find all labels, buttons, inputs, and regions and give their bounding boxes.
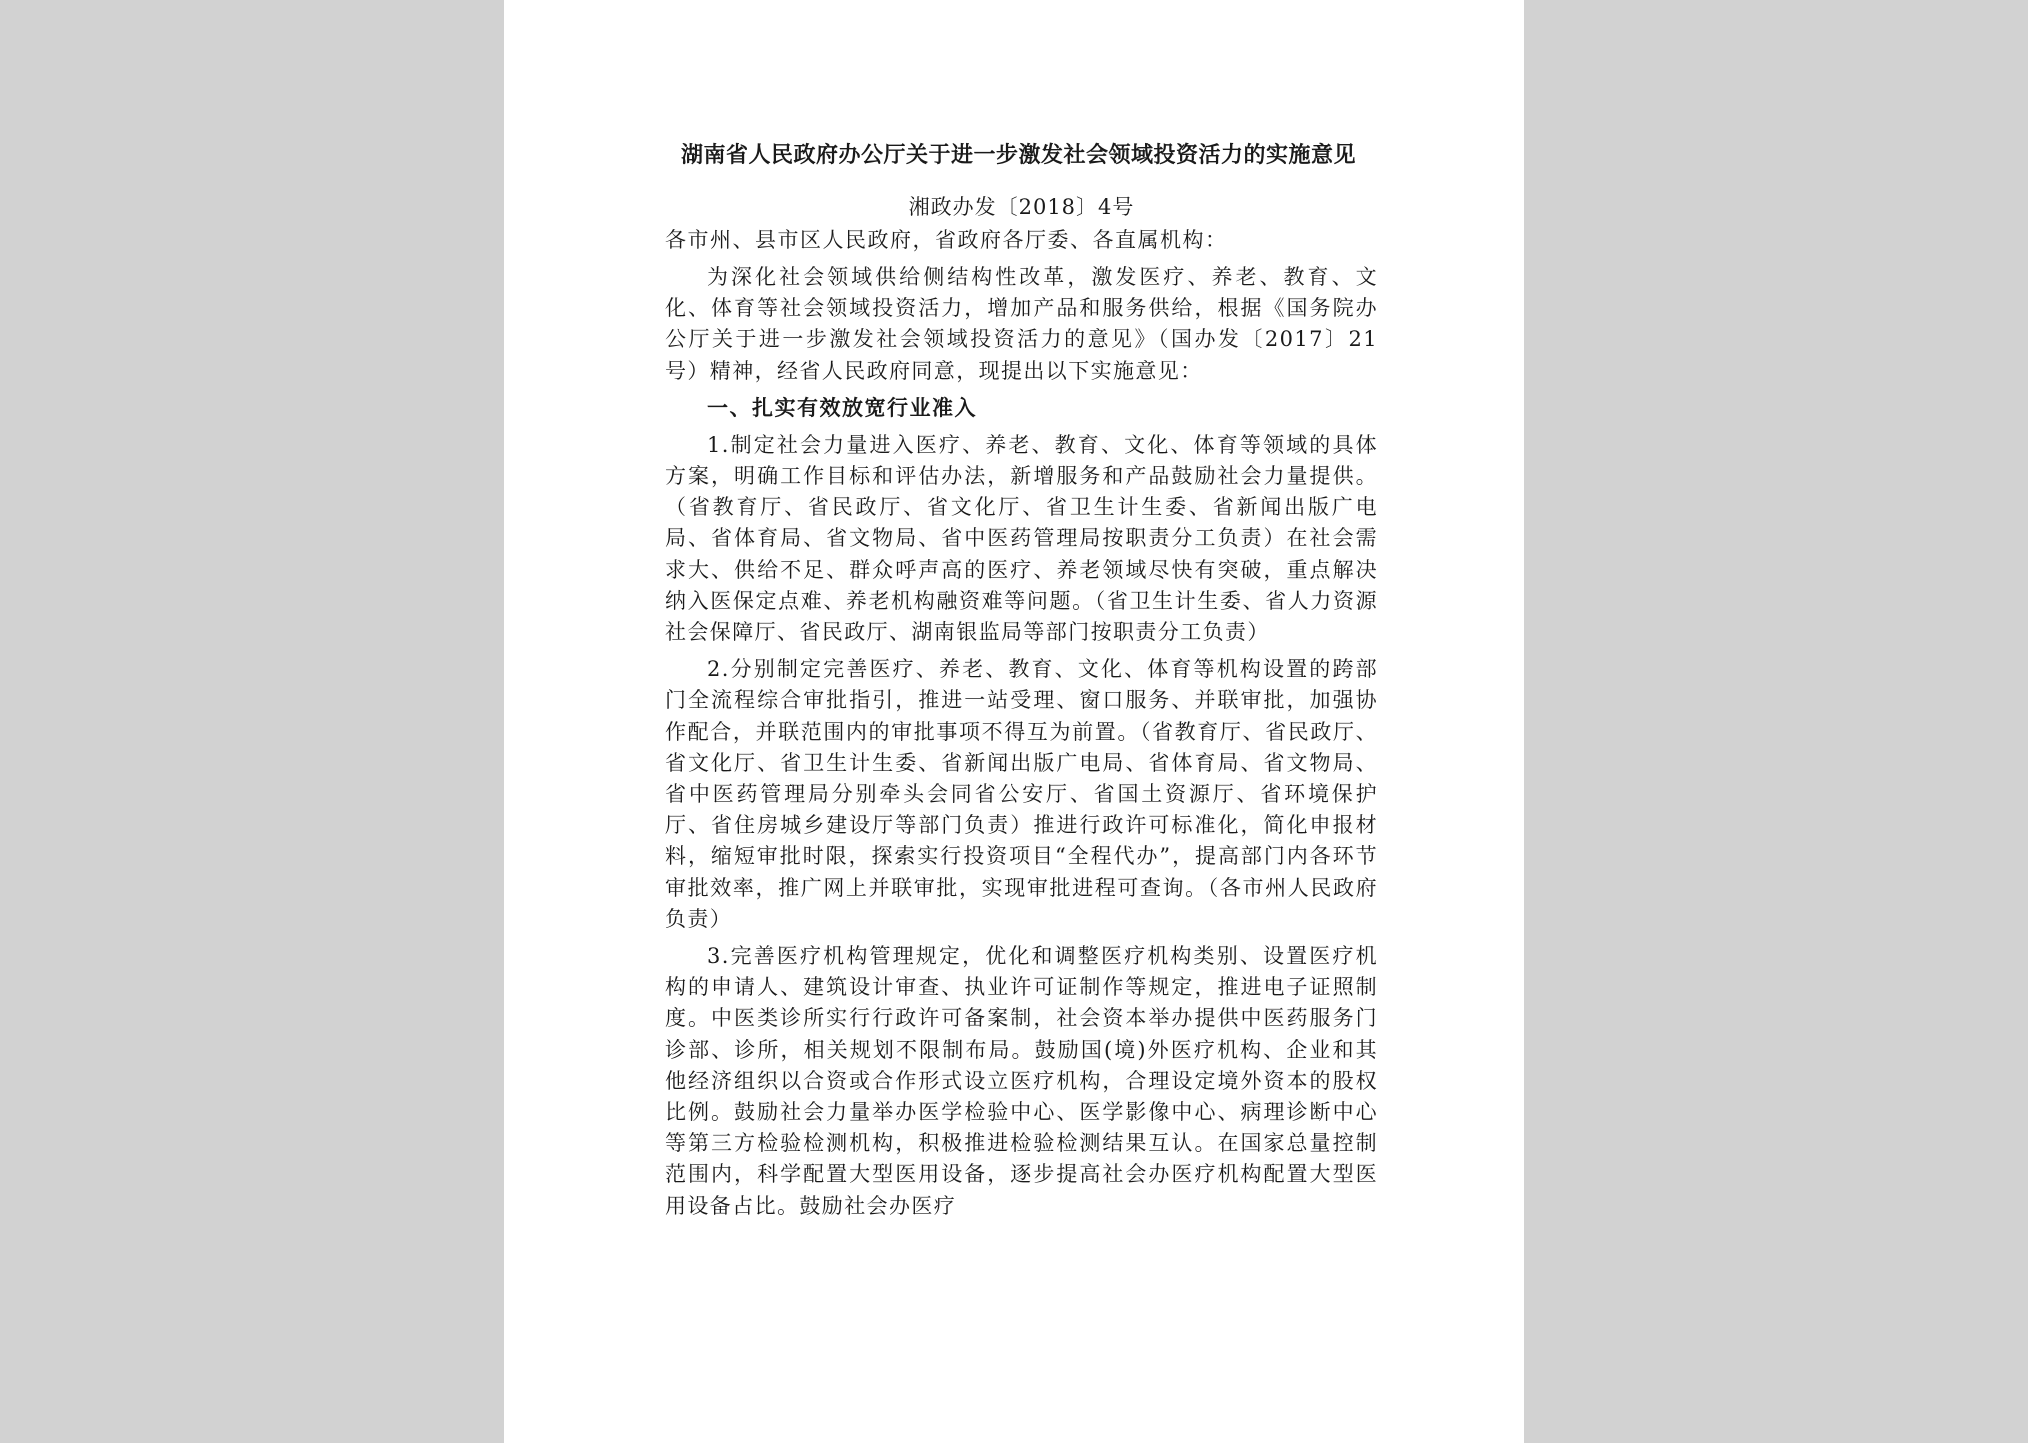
intro-paragraph: 为深化社会领域供给侧结构性改革，激发医疗、养老、教育、文化、体育等社会领域投资活力，增加产品和服务供给，根据《国务院办公厅关于进一步激发社会领域投资活力的意见》（国办发〔2017〕21号）精神，经省人民政府同意，现提出以下实施意见： bbox=[665, 265, 1378, 383]
section-heading-1: 一、扎实有效放宽行业准入 bbox=[707, 395, 977, 420]
salutation: 各市州、县市区人民政府，省政府各厅委、各直属机构： bbox=[665, 228, 1228, 252]
document-page bbox=[504, 0, 1524, 1443]
document-number: 湘政办发〔2018〕4号 bbox=[908, 195, 1135, 219]
item-paragraph-1: 1.制定社会力量进入医疗、养老、教育、文化、体育等领域的具体方案，明确工作目标和评估办法，新增服务和产品鼓励社会力量提供。（省教育厅、省民政厅、省文化厅、省卫生计生委、省新闻出版广电局、省体育局、省文物局、省中医药管理局按职责分工负责）在社会需求大、供给不足、群众呼声高的医疗、养老领域尽快有突破，重点解决纳入医保定点难、养老机构融资难等问题。（省卫生计生委、省人力资源社会保障厅、省民政厅、湖南银监局等部门按职责分工负责） bbox=[665, 432, 1378, 645]
item-paragraph-3: 3.完善医疗机构管理规定，优化和调整医疗机构类别、设置医疗机构的申请人、建筑设计审查、执业许可证制作等规定，推进电子证照制度。中医类诊所实行行政许可备案制，社会资本举办提供中医药服务门诊部、诊所，相关规划不限制布局。鼓励国(境)外医疗机构、企业和其他经济组织以合资或合作形式设立医疗机构，合理设定境外资本的股权比例。鼓励社会力量举办医学检验中心、医学影像中心、病理诊断中心等第三方检验检测机构，积极推进检验检测结果互认。在国家总量控制范围内，科学配置大型医用设备，逐步提高社会办医疗机构配置大型医用设备占比。鼓励社会办医疗 bbox=[665, 944, 1378, 1218]
item-paragraph-2: 2.分别制定完善医疗、养老、教育、文化、体育等机构设置的跨部门全流程综合审批指引，推进一站受理、窗口服务、并联审批，加强协作配合，并联范围内的审批事项不得互为前置。（省教育厅、省民政厅、省文化厅、省卫生计生委、省新闻出版广电局、省体育局、省文物局、省中医药管理局分别牵头会同省公安厅、省国土资源厅、省环境保护厅、省住房城乡建设厅等部门负责）推进行政许可标准化，简化申报材料，缩短审批时限，探索实行投资项目“全程代办”，提高部门内各环节审批效率，推广网上并联审批，实现审批进程可查询。（各市州人民政府负责） bbox=[665, 657, 1378, 931]
document-body bbox=[665, 140, 1378, 1222]
document-title: 湖南省人民政府办公厅关于进一步激发社会领域投资活力的实施意见 bbox=[680, 143, 1356, 168]
